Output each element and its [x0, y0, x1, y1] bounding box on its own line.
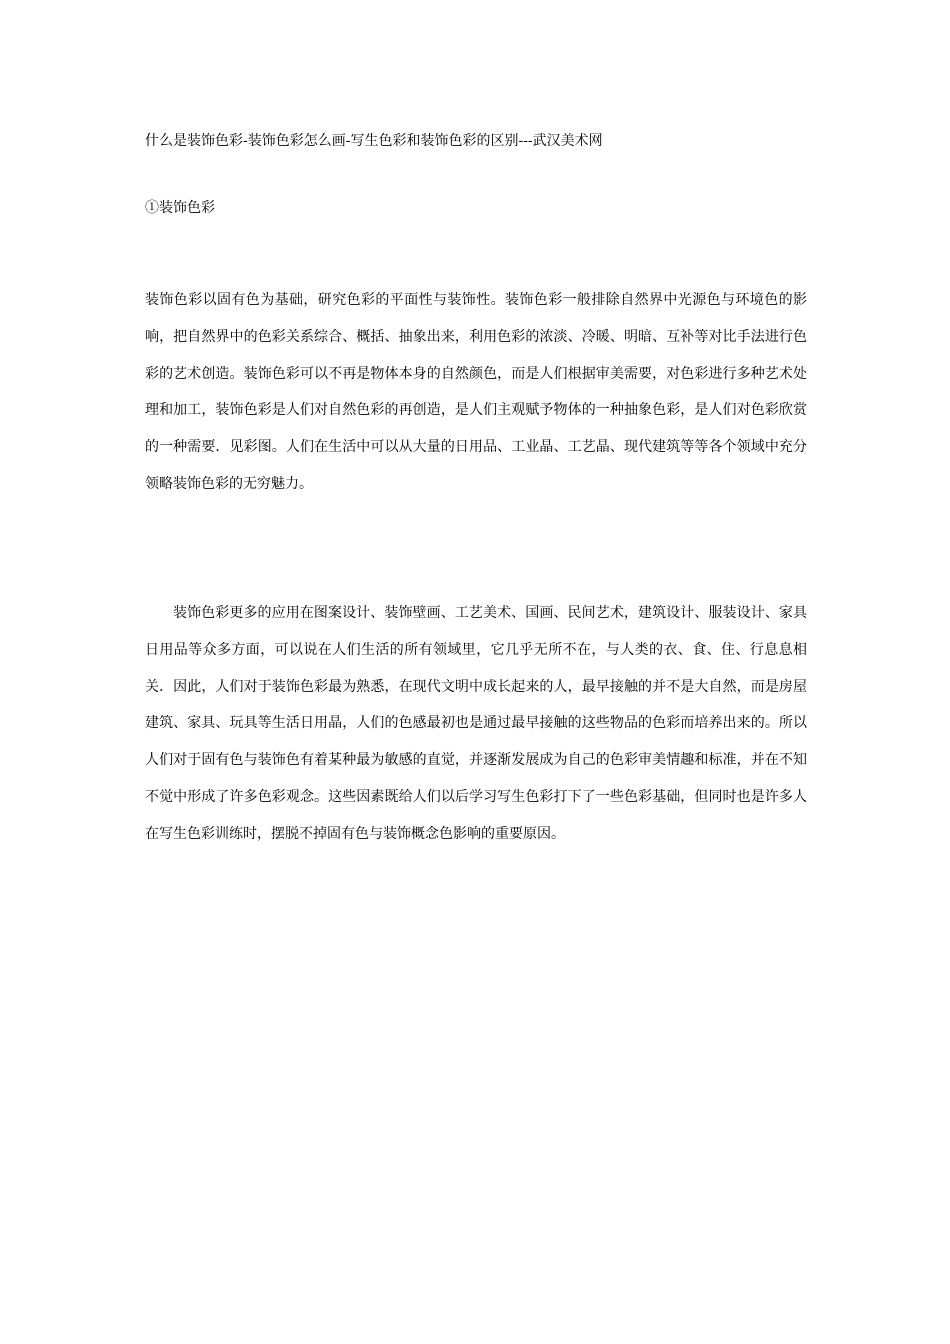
section-heading: ①装饰色彩 [145, 200, 215, 216]
paragraph-1: 装饰色彩以固有色为基础，研究色彩的平面性与装饰性。装饰色彩一般排除自然界中光源色与环境色的影响，把自然界中的色彩关系综合、概括、抽象出来，利用色彩的浓淡、冷暖、明暗、互补等对比手法进行色彩的艺术创造。装饰色彩可以不再是物体本身的自然颜色，而是人们根据审美需要，对色彩进行多种艺术处理和加工，装饰色彩是人们对自然色彩的再创造，是人们主观赋予物体的一种抽象色彩，是人们对色彩欣赏的一种需要．见彩图。人们在生活中可以从大量的日用品、工业晶、工艺晶、现代建筑等等各个领域中充分领略装饰色彩的无穷魅力。 [145, 292, 807, 492]
paragraph-2: 装饰色彩更多的应用在图案设计、装饰壁画、工艺美术、国画、民间艺术，建筑设计、服装设计、家具日用品等众多方面，可以说在人们生活的所有领域里，它几乎无所不在，与人类的衣、食、住、行息息相关．因此，人们对于装饰色彩最为熟悉，在现代文明中成长起来的人，最早接触的并不是大自然，而是房屋建筑、家具、玩具等生活日用晶，人们的色感最初也是通过最早接触的这些物品的色彩而培养出来的。所以人们对于固有色与装饰色有着某种最为敏感的直觉，并逐渐发展成为自己的色彩审美情趣和标准，并在不知不觉中形成了许多色彩观念。这些因素既给人们以后学习写生色彩打下了一些色彩基础，但同时也是许多人在写生色彩训练时，摆脱不掉固有色与装饰概念色影响的重要原因。 [145, 605, 807, 842]
document-title: 什么是装饰色彩-装饰色彩怎么画-写生色彩和装饰色彩的区别---武汉美术网 [145, 133, 603, 149]
